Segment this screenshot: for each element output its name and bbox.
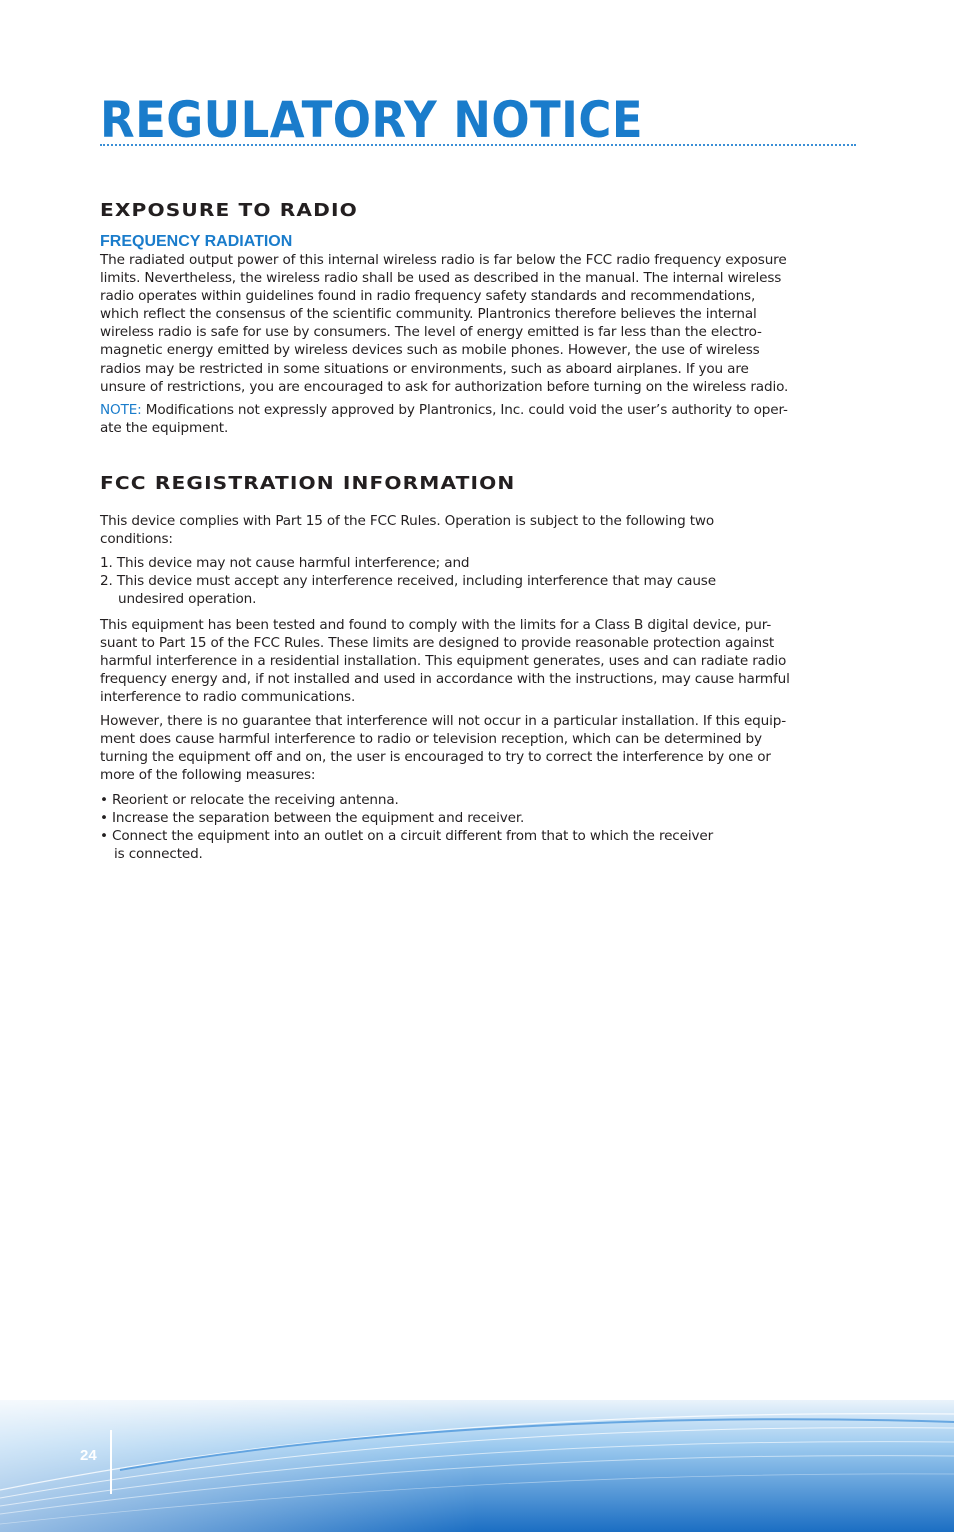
text-line: radio operates within guidelines found in radio frequency safety standards and recommendations,: [100, 288, 756, 305]
text-line: This device complies with Part 15 of the FCC Rules. Operation is subject to the following two: [100, 513, 715, 529]
text-line: [100, 401, 836, 419]
fcc-intro: [100, 512, 836, 548]
text-line: harmful interference in a residential installation. This equipment generates, uses and can radiate radio: [100, 653, 787, 670]
text-line: interference to radio communications.: [100, 689, 356, 706]
text-line: This equipment has been tested and found to comply with the limits for a Class B digital device, pur-: [100, 617, 772, 633]
page-number: 24: [80, 1447, 97, 1464]
fcc-measures-list: [100, 791, 836, 863]
list-item: • Increase the separation between the equipment and receiver.: [100, 810, 525, 827]
text-line: However, there is no guarantee that interference will not occur in a particular installation. If this equip-: [100, 713, 786, 729]
fcc-conditions-list: [100, 554, 836, 608]
text-line: turning the equipment off and on, the user is encouraged to try to correct the interference by one or: [100, 749, 771, 766]
list-item: • Reorient or relocate the receiving antenna.: [100, 792, 399, 808]
text-line: ate the equipment.: [100, 420, 229, 437]
list-item: • Connect the equipment into an outlet on a circuit different from that to which the receiver: [100, 828, 714, 845]
title-dotted-rule: [100, 144, 856, 146]
note-label: NOTE:: [100, 402, 142, 418]
text-line: radios may be restricted in some situations or environments, such as aboard airplanes. If you are: [100, 360, 749, 377]
section-heading-fcc: FCC REGISTRATION INFORMATION: [100, 473, 516, 494]
text-line: ment does cause harmful interference to radio or television reception, which can be determined by: [100, 731, 762, 748]
text-line: more of the following measures:: [100, 767, 316, 784]
list-item: is connected.: [114, 846, 203, 863]
text-line: The radiated output power of this internal wireless radio is far below the FCC radio frequency exposure: [100, 252, 787, 268]
page-title: REGULATORY NOTICE: [100, 91, 644, 149]
list-item: 2. This device must accept any interference received, including interference that may cause: [100, 573, 716, 590]
section-heading-exposure: EXPOSURE TO RADIO: [100, 200, 358, 221]
note-text: Modifications not expressly approved by Plantronics, Inc. could void the user’s authority to oper-: [141, 402, 788, 418]
exposure-paragraph: [100, 251, 836, 396]
subheading-frequency-radiation: FREQUENCY RADIATION: [100, 233, 293, 250]
fcc-paragraph-1: [100, 616, 836, 706]
note-paragraph: [100, 401, 836, 437]
list-item: 1. This device may not cause harmful interference; and: [100, 555, 470, 571]
text-line: frequency energy and, if not installed and used in accordance with the instructions, may cause harmful: [100, 671, 790, 688]
text-line: which reflect the consensus of the scientific community. Plantronics therefore believes the internal: [100, 306, 757, 323]
footer-wave-graphic: [0, 1400, 954, 1532]
text-line: suant to Part 15 of the FCC Rules. These limits are designed to provide reasonable protection against: [100, 635, 775, 652]
footer-divider: [110, 1430, 112, 1494]
text-line: magnetic energy emitted by wireless devices such as mobile phones. However, the use of wireless: [100, 342, 760, 359]
list-item: undesired operation.: [118, 591, 257, 608]
text-line: conditions:: [100, 531, 173, 548]
text-line: wireless radio is safe for use by consumers. The level of energy emitted is far less than the electro-: [100, 324, 762, 341]
text-line: unsure of restrictions, you are encouraged to ask for authorization before turning on the wireless radio.: [100, 378, 789, 395]
text-line: limits. Nevertheless, the wireless radio shall be used as described in the manual. The internal wireless: [100, 270, 782, 287]
fcc-paragraph-2: [100, 712, 836, 784]
